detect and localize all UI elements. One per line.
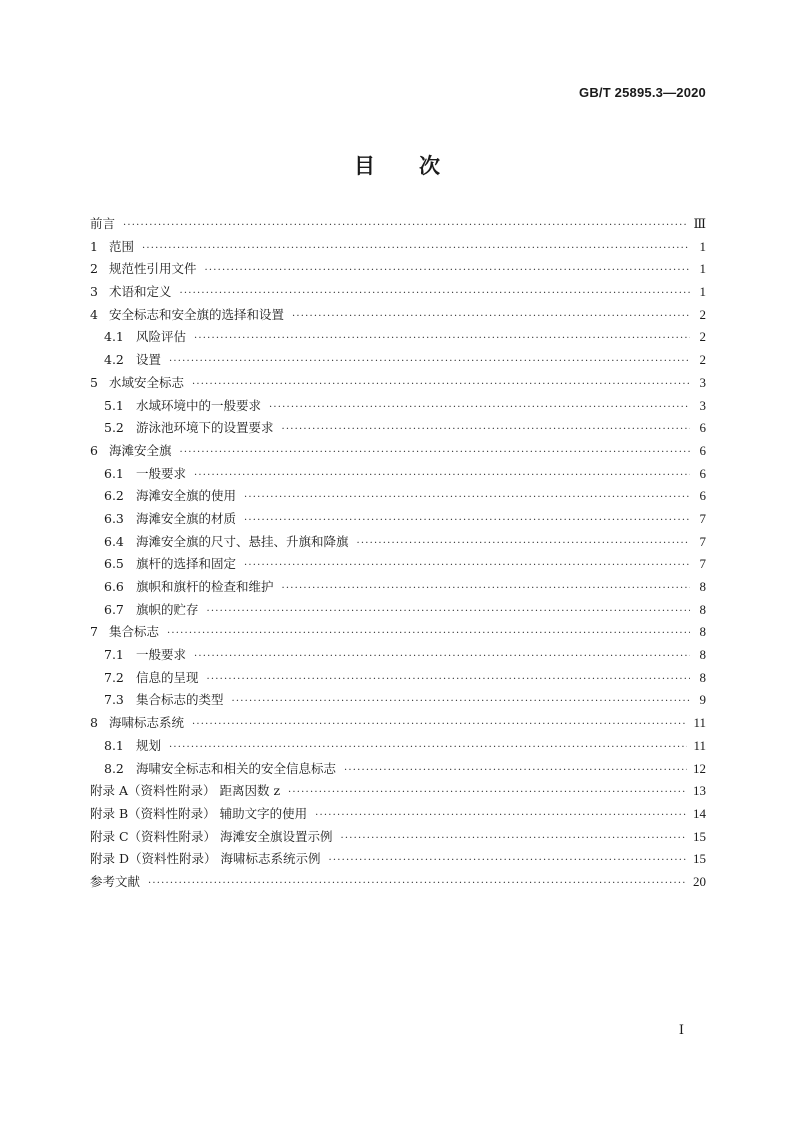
toc-entry-label: 安全标志和安全旗的选择和设置 [109,306,285,322]
toc-entry[interactable] [90,736,706,759]
toc-leader-dots [288,787,687,798]
toc-entry[interactable] [90,577,706,600]
toc-leader-dots [269,402,690,413]
toc-entry-label: 旗杆的选择和固定 [136,556,237,572]
toc-entry-page: 2 [699,329,706,345]
page-title: 目次 [354,154,484,178]
toc-leader-dots [194,333,690,344]
toc-entry-label: 设置 [136,352,162,368]
toc-leader-dots [328,855,687,866]
toc-entry-page: 1 [699,261,706,277]
toc-leader-dots [192,379,690,390]
toc-leader-dots [232,696,690,707]
toc-entry-label: 规划 [136,737,162,753]
toc-entry[interactable] [90,690,706,713]
toc-entry-page: 14 [693,805,706,821]
toc-entry-page: 1 [699,238,706,254]
toc-entry[interactable] [90,554,706,577]
toc-entry[interactable] [90,668,706,691]
toc-entry-label: 游泳池环境下的设置要求 [136,420,274,436]
toc-entry[interactable] [90,418,706,441]
toc-entry[interactable] [90,759,706,782]
toc-leader-dots [282,583,690,594]
toc-entry-page: 3 [699,397,706,413]
toc-entry-number: 5.2 [104,420,124,436]
toc-entry-number: 8.2 [104,760,124,776]
toc-entry[interactable] [90,827,706,850]
toc-entry-page: 15 [693,828,706,844]
toc-entry-page: 7 [699,510,706,526]
toc-leader-dots [341,833,687,844]
toc-entry-number: 7 [90,624,98,640]
toc-entry-page: 1 [699,284,706,300]
toc-entry[interactable] [90,327,706,350]
toc-entry-label: 海啸标志系统 [109,715,185,731]
toc-entry[interactable] [90,282,706,305]
toc-entry-label: 旗帜的贮存 [136,601,199,617]
toc-entry-label: 附录 C（资料性附录） 海滩安全旗设置示例 [90,828,333,844]
toc-leader-dots [180,447,690,458]
toc-entry[interactable] [90,509,706,532]
toc-entry-page: 2 [699,306,706,322]
toc-entry-number: 3 [90,284,98,300]
toc-entry-page: 12 [693,760,706,776]
toc-leader-dots [169,742,687,753]
toc-entry-label: 海滩安全旗 [109,442,172,458]
toc-entry-number: 6.1 [104,465,124,481]
toc-entry[interactable] [90,849,706,872]
toc-entry-page: 8 [699,579,706,594]
toc-leader-dots [194,651,690,662]
toc-entry-page: 8 [699,601,706,617]
toc-entry[interactable] [90,486,706,509]
toc-entry-label: 海滩安全旗的材质 [136,510,237,526]
toc-entry[interactable] [90,532,706,555]
toc-entry-page: 13 [693,783,706,799]
toc-entry-number: 7.3 [104,692,124,708]
toc-entry-label: 一般要求 [136,647,187,663]
toc-entry-label: 水域安全标志 [109,374,185,390]
toc-entry-label: 旗帜和旗杆的检查和维护 [136,579,274,594]
toc-entry[interactable] [90,441,706,464]
toc-entry-page: 8 [699,647,706,663]
toc-entry-label: 附录 D（资料性附录） 海啸标志系统示例 [90,851,321,867]
toc-leader-dots [357,538,690,549]
toc-entry-page: 8 [699,669,706,685]
toc-entry-label: 水域环境中的一般要求 [136,397,262,413]
toc-entry[interactable] [90,622,706,645]
toc-entry-number: 4.2 [104,352,124,368]
toc-entry[interactable] [90,305,706,328]
toc-leader-dots [292,311,690,322]
toc-entry-number: 4 [90,306,98,322]
toc-leader-dots [282,424,690,435]
toc-entry[interactable] [90,350,706,373]
toc-entry-number: 6.4 [104,533,124,549]
toc-entry-page: 6 [699,420,706,436]
toc-leader-dots [167,628,690,639]
toc-leader-dots [192,719,687,730]
toc-entry-page: 3 [699,374,706,390]
toc-entry[interactable] [90,237,706,260]
toc-entry-number: 8 [90,715,98,731]
toc-entry-number: 5 [90,374,98,390]
toc-leader-dots [315,810,687,821]
toc-leader-dots [244,492,690,503]
toc-entry-number: 1 [90,238,98,254]
toc-entry-page: 9 [699,692,706,708]
toc-entry[interactable] [90,373,706,396]
toc-entry-page: 15 [693,851,706,867]
toc-entry-number: 7.1 [104,647,124,663]
toc-leader-dots [244,515,690,526]
toc-entry-page: 7 [699,533,706,549]
toc-entry-label: 规范性引用文件 [109,261,197,277]
toc-entry-label: 前言 [90,216,116,231]
toc-entry-label: 海滩安全旗的尺寸、悬挂、升旗和降旗 [136,533,349,549]
toc-leader-dots [142,243,690,254]
toc-entry-page: 11 [693,737,706,753]
toc-leader-dots [169,356,690,367]
toc-entry-label: 术语和定义 [109,284,172,300]
toc-leader-dots [194,470,690,481]
toc-entry-page: 7 [699,556,706,572]
toc-entry-page: 6 [699,488,706,504]
toc-entry-number: 8.1 [104,737,124,753]
toc-entry-label: 附录 A（资料性附录） 距离因数 z [90,783,281,799]
toc-entry-page: 6 [699,465,706,481]
toc-entry-number: 2 [90,261,98,277]
toc-entry[interactable] [90,600,706,623]
toc-entry-page: Ⅲ [693,216,706,231]
toc-entry-number: 4.1 [104,329,124,345]
toc-entry-page: 2 [699,352,706,368]
standard-code: GB/T 25895.3—2020 [579,85,706,100]
toc-entry[interactable] [90,396,706,419]
toc-entry-label: 集合标志 [109,624,160,640]
toc-entry-page: 6 [699,442,706,458]
toc-entry-page: 8 [699,624,706,640]
toc-entry-label: 集合标志的类型 [136,692,224,708]
toc-entry-label: 范围 [109,238,135,254]
toc-entry-number: 5.1 [104,397,124,413]
toc-entry-label: 参考文献 [90,873,141,889]
toc-entry-label: 附录 B（资料性附录） 辅助文字的使用 [90,805,308,821]
toc-entry-number: 6.6 [104,579,124,594]
toc-entry[interactable] [90,645,706,668]
toc-entry[interactable] [90,713,706,736]
page-number: Ⅰ [678,1022,684,1037]
toc-entry-number: 6.5 [104,556,124,572]
toc-entry[interactable] [90,781,706,804]
toc-entry-number: 6.2 [104,488,124,504]
toc-entry-number: 7.2 [104,669,124,685]
toc-entry-number: 6.3 [104,510,124,526]
toc-entry-number: 6.7 [104,601,124,617]
toc-entry-label: 一般要求 [136,465,187,481]
toc-leader-dots [180,288,690,299]
toc-leader-dots [207,674,690,685]
toc-entry-page: 20 [693,873,706,889]
table-of-contents [90,214,706,895]
toc-leader-dots [344,765,687,776]
toc-leader-dots [148,878,687,889]
toc-leader-dots [244,560,690,571]
toc-entry-number: 6 [90,442,98,458]
toc-entry-label: 信息的呈现 [136,669,199,685]
toc-entry[interactable] [90,259,706,282]
toc-entry-page: 11 [693,715,706,731]
toc-entry[interactable] [90,804,706,827]
toc-leader-dots [207,606,690,617]
toc-leader-dots [205,265,690,276]
toc-entry-label: 海滩安全旗的使用 [136,488,237,504]
toc-entry[interactable] [90,464,706,487]
toc-leader-dots [123,220,687,231]
toc-entry[interactable] [90,872,706,895]
toc-entry-label: 风险评估 [136,329,187,345]
toc-entry[interactable] [90,214,706,237]
toc-entry-label: 海啸安全标志和相关的安全信息标志 [136,760,337,776]
